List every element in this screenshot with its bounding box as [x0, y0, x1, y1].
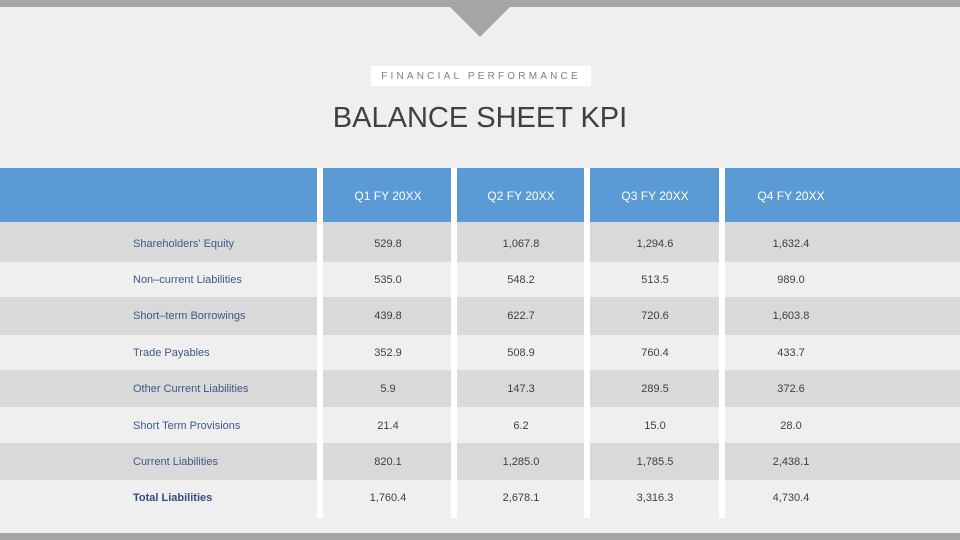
- table-cell: 6.2: [513, 420, 529, 432]
- table-cell: 720.6: [641, 310, 669, 322]
- table-cell: 433.7: [777, 347, 805, 359]
- table-cell: 622.7: [507, 310, 535, 322]
- table-cell: 548.2: [507, 274, 535, 286]
- table-cell: 1,760.4: [369, 492, 407, 504]
- top-accent-bar: [0, 0, 960, 7]
- row-label: Shareholders' Equity: [133, 238, 235, 250]
- row-label: Trade Payables: [133, 347, 210, 359]
- table-cell: 3,316.3: [636, 492, 674, 504]
- column-header-q1: Q1 FY 20XX: [354, 189, 422, 203]
- table-cell: 28.0: [780, 420, 802, 432]
- table-cell: 1,785.5: [636, 456, 674, 468]
- table-cell: 820.1: [374, 456, 402, 468]
- table-cell: 4,730.4: [772, 492, 810, 504]
- table-cell: 15.0: [644, 420, 666, 432]
- table-cell: 2,438.1: [772, 456, 810, 468]
- table-cell: 289.5: [641, 383, 669, 395]
- column-separator: [584, 168, 590, 518]
- table-cell: 352.9: [374, 347, 402, 359]
- table-cell: 508.9: [507, 347, 535, 359]
- table-cell: 147.3: [507, 383, 535, 395]
- table-cell: 5.9: [380, 383, 396, 395]
- table-cell: 1,603.8: [772, 310, 810, 322]
- row-label: Other Current Liabilities: [133, 383, 249, 395]
- column-header-q3: Q3 FY 20XX: [621, 189, 689, 203]
- table-cell: 372.6: [777, 383, 805, 395]
- row-label: Non–current Liabilities: [133, 274, 242, 286]
- table-cell: 535.0: [374, 274, 402, 286]
- slide-subtitle: FINANCIAL PERFORMANCE: [371, 66, 591, 86]
- table-cell: 760.4: [641, 347, 669, 359]
- column-header-q4: Q4 FY 20XX: [757, 189, 825, 203]
- bottom-accent-bar: [0, 533, 960, 540]
- column-header-q2: Q2 FY 20XX: [487, 189, 555, 203]
- top-notch-triangle: [450, 7, 510, 37]
- table-cell: 439.8: [374, 310, 402, 322]
- column-separator: [451, 168, 457, 518]
- table-cell: 513.5: [641, 274, 669, 286]
- row-label: Short Term Provisions: [133, 420, 241, 432]
- row-label-total: Total Liabilities: [133, 492, 213, 504]
- table-cell: 1,285.0: [502, 456, 540, 468]
- table-cell: 1,632.4: [772, 238, 810, 250]
- table-cell: 529.8: [374, 238, 402, 250]
- row-label: Short–term Borrowings: [133, 310, 246, 322]
- table-cell: 1,067.8: [502, 238, 540, 250]
- slide-title: BALANCE SHEET KPI: [332, 102, 628, 134]
- table-cell: 21.4: [377, 420, 399, 432]
- table-cell: 2,678.1: [502, 492, 540, 504]
- table-cell: 989.0: [777, 274, 805, 286]
- column-separator: [317, 168, 323, 518]
- row-label: Current Liabilities: [133, 456, 218, 468]
- column-separator: [719, 168, 725, 518]
- table-cell: 1,294.6: [636, 238, 674, 250]
